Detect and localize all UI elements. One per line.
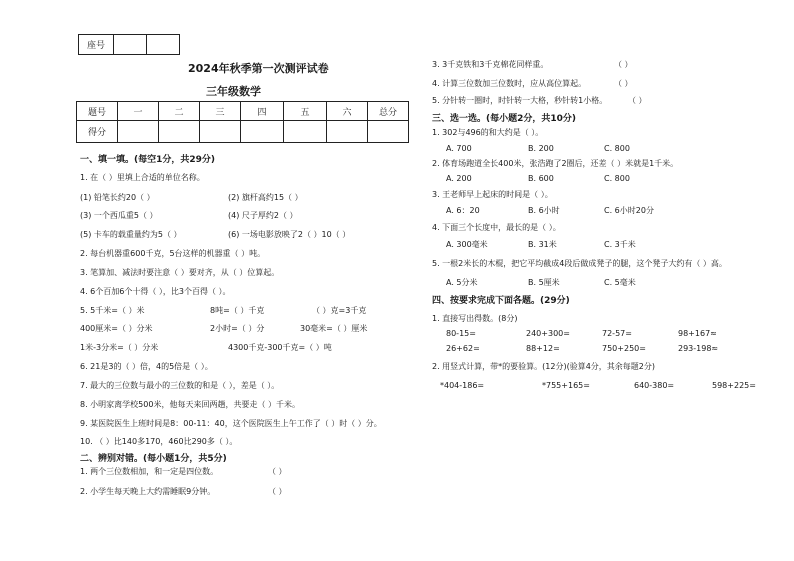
s3-q4: 4. 下面三个长度中，最长的是（ ）。 [432,223,561,232]
oral-calc: 98+167≈ [678,329,717,338]
s1-q5-c: （ ）克=3千克 [312,306,367,315]
score-cell[interactable] [159,121,200,143]
score-header: 三 [200,102,241,121]
s1-q5-h: 4300千克-300千克=（ ）吨 [228,343,332,352]
s2-q2: 2. 小学生每天晚上大约需睡眠9分钟。 [80,487,216,496]
s1-q1: 1. 在（ ）里填上合适的单位名称。 [80,173,205,182]
score-header: 四 [241,102,284,121]
score-row-label: 得分 [77,121,118,143]
s1-q1-item: (4) 尺子厚约2（ ） [228,211,298,220]
s1-q1-item: (1) 铅笔长约20（ ） [80,193,155,202]
section2-heading: 二、辨别对错。(每小题1分，共5分) [80,454,227,464]
s2-q5: 5. 分针转一圈时，时针转一大格，秒针转1小格。 [432,96,608,105]
s3-q2: 2. 体育场跑道全长400米，张浩跑了2圈后，还差（ ）米就是1千米。 [432,159,679,168]
oral-calc: 240+300= [526,329,570,338]
s1-q1-item: (6) 一场电影放映了2（ ）10（ ） [228,230,351,239]
oral-calc: 72-57= [602,329,632,338]
judge-paren[interactable]: （ ） [268,487,287,496]
judge-paren[interactable]: （ ） [628,96,647,105]
oral-calc: 88+12= [526,344,560,353]
oral-calc: 26+62= [446,344,480,353]
s3-q5: 5. 一根2米长的木棍，把它平均截成4段后做成凳子的腿，这个凳子大约有（ ）高。 [432,259,727,268]
s4-q1: 1. 直接写出得数。(8分) [432,314,518,323]
s2-q3: 3. 3千克铁和3千克棉花同样重。 [432,60,549,69]
judge-paren[interactable]: （ ） [268,467,287,476]
s3-q3: 3. 王老师早上起床的时间是（ ）。 [432,190,553,199]
vertical-calc: *404-186= [440,381,485,390]
score-cell[interactable] [368,121,409,143]
section1-heading: 一、填一填。(每空1分，共29分) [80,155,216,165]
s1-q2: 2. 每台机器重600千克，5台这样的机器重（ ）吨。 [80,249,266,258]
judge-paren[interactable]: （ ） [614,79,633,88]
s3-q4-opt[interactable]: C. 3千米 [604,240,636,249]
exam-subject: 三年级数学 [206,85,261,98]
s1-q5-f: 30毫米=（ ）厘米 [300,324,368,333]
vertical-calc: 640-380= [634,381,675,390]
s1-q10: 10. （ ）比140多170，460比290多（ ）。 [80,437,238,446]
oral-calc: 80-15= [446,329,476,338]
s1-q1-item: (5) 卡车的载重量约为5（ ） [80,230,182,239]
score-header: 二 [159,102,200,121]
s3-q2-opt[interactable]: B. 600 [528,174,554,183]
s3-q5-opt[interactable]: C. 5毫米 [604,278,636,287]
section3-heading: 三、选一选。(每小题2分，共10分) [432,114,577,124]
s3-q5-opt[interactable]: B. 5厘米 [528,278,560,287]
oral-calc: 293-198≈ [678,344,719,353]
s1-q5-b: 8吨=（ ）千克 [210,306,265,315]
seat-number-box [78,34,180,55]
score-cell[interactable] [327,121,368,143]
s3-q1-opt[interactable]: B. 200 [528,144,554,153]
s1-q4: 4. 6个百加6个十得（ ），比3个百得（ ）。 [80,287,231,296]
s1-q1-item: (3) 一个西瓜重5（ ） [80,211,158,220]
s3-q2-opt[interactable]: C. 800 [604,174,630,183]
score-cell[interactable] [200,121,241,143]
s3-q1: 1. 302与496的和大约是（ ）。 [432,128,544,137]
score-table [76,101,409,143]
s1-q5-g: 1米-3分米=（ ）分米 [80,343,159,352]
s1-q8: 8. 小明家离学校500米，他每天来回两趟，共要走（ ）千米。 [80,400,300,409]
score-cell[interactable] [118,121,159,143]
score-cell[interactable] [284,121,327,143]
s3-q1-opt[interactable]: A. 700 [446,144,472,153]
score-header: 五 [284,102,327,121]
score-cell[interactable] [241,121,284,143]
s1-q9: 9. 某医院医生上班时间是8：00-11：40，这个医院医生上午工作了（ ）时（ ）分。 [80,419,382,428]
s2-q4: 4. 计算三位数加三位数时，应从高位算起。 [432,79,587,88]
vertical-calc: 598+225= [712,381,756,390]
s3-q3-opt[interactable]: A. 6：20 [446,206,480,215]
s4-q2: 2. 用竖式计算，带*的要验算。(12分)(验算4分，其余每题2分) [432,362,656,371]
s2-q1: 1. 两个三位数相加，和一定是四位数。 [80,467,219,476]
s3-q2-opt[interactable]: A. 200 [446,174,472,183]
s1-q6: 6. 21是3的（ ）倍，4的5倍是（ ）。 [80,362,213,371]
section4-heading: 四、按要求完成下面各题。(29分) [432,296,570,306]
s1-q7: 7. 最大的三位数与最小的三位数的和是（ ），差是（ ）。 [80,381,280,390]
s1-q5-d: 400厘米=（ ）分米 [80,324,153,333]
score-header: 总分 [368,102,409,121]
seat-cell[interactable] [147,35,180,55]
s3-q1-opt[interactable]: C. 800 [604,144,630,153]
s1-q3: 3. 笔算加、减法时要注意（ ）要对齐，从（ ）位算起。 [80,268,280,277]
score-header: 一 [118,102,159,121]
s1-q5-a: 5. 5千米=（ ）米 [80,306,145,315]
oral-calc: 750+250= [602,344,646,353]
score-header: 题号 [77,102,118,121]
s3-q3-opt[interactable]: B. 6小时 [528,206,560,215]
vertical-calc: *755+165= [542,381,590,390]
seat-cell[interactable] [114,35,147,55]
score-header: 六 [327,102,368,121]
s3-q3-opt[interactable]: C. 6小时20分 [604,206,654,215]
seat-label: 座号 [79,35,114,55]
s3-q4-opt[interactable]: B. 31米 [528,240,557,249]
s1-q5-e: 2小时=（ ）分 [210,324,265,333]
judge-paren[interactable]: （ ） [614,60,633,69]
s3-q4-opt[interactable]: A. 300毫米 [446,240,488,249]
s1-q1-item: (2) 旗杆高约15（ ） [228,193,303,202]
s3-q5-opt[interactable]: A. 5分米 [446,278,478,287]
exam-title: 2024年秋季第一次测评试卷 [188,62,329,75]
